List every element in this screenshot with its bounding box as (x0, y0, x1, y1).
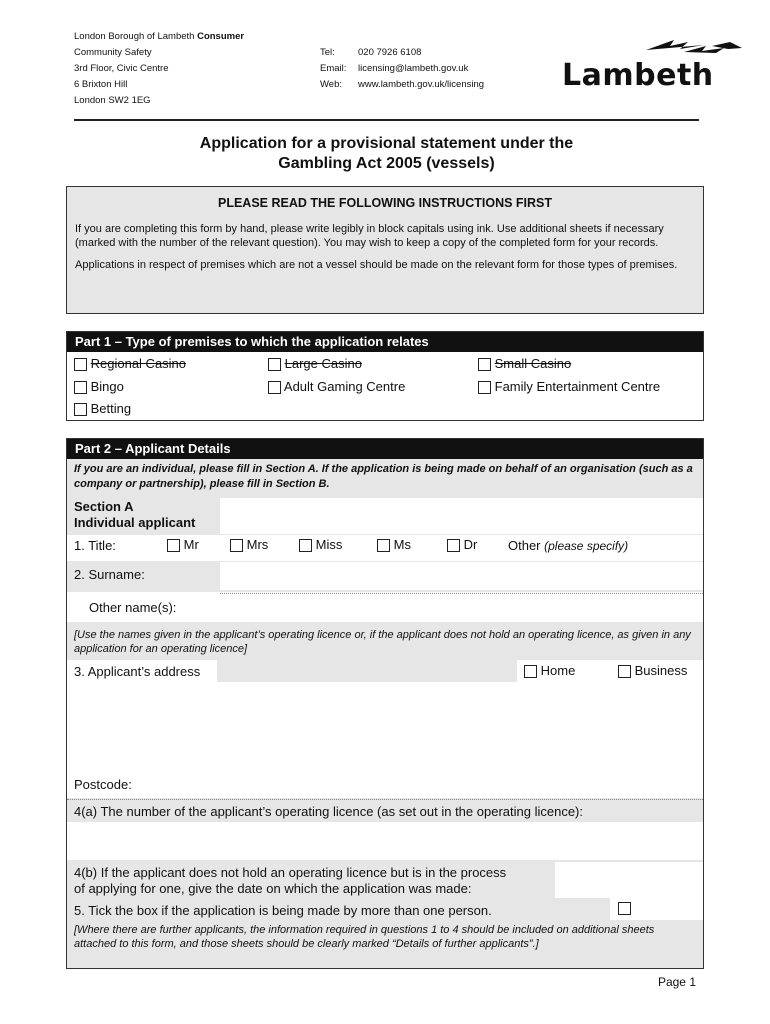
names-note: [Use the names given in the applicant’s operating licence or, if the applicant does not hold an operating licence, as given in any application for an operating licence] (74, 629, 691, 655)
option-large-casino[interactable]: Large Casino (268, 356, 362, 371)
web-label: Web: (320, 79, 343, 90)
council-address (74, 29, 314, 109)
option-adult-gaming-centre[interactable]: Adult Gaming Centre (268, 379, 405, 394)
checkbox[interactable] (299, 539, 312, 552)
q4b-date-input[interactable] (555, 862, 703, 898)
postcode-label: Postcode: (74, 777, 132, 792)
address-input[interactable] (67, 682, 703, 798)
checkbox[interactable] (377, 539, 390, 552)
q5-label: 5. Tick the box if the application is being made by more than one person. (74, 903, 492, 918)
other-names-input[interactable] (220, 594, 703, 622)
checkbox[interactable] (74, 403, 87, 416)
q5-checkbox[interactable] (618, 902, 631, 915)
q4b-label: 4(b) If the applicant does not hold an operating licence but is in the process of applying for one, give the date on which the application was made: (74, 865, 507, 896)
form-title: Application for a provisional statement under the Gambling Act 2005 (vessels) (199, 135, 574, 172)
address-line-4: 6 Brixton Hill (74, 79, 128, 90)
further-applicants-note: [Where there are further applicants, the information required in questions 1 to 4 should be included on additional sheets attached to this form, and those sheets should be clearly marked “Details of further applicants”.] (74, 924, 655, 950)
web-value[interactable]: www.lambeth.gov.uk/licensing (358, 79, 485, 90)
surname-input[interactable] (220, 562, 703, 590)
address-business[interactable]: Business (618, 663, 687, 678)
q4a-label: 4(a) The number of the applicant’s operating licence (as set out in the operating licence): (74, 804, 583, 819)
tel-label: Tel: (320, 47, 335, 58)
option-bingo[interactable]: Bingo (74, 379, 124, 394)
checkbox[interactable] (478, 358, 491, 371)
instructions-box (66, 186, 704, 314)
q4a-input[interactable] (67, 822, 703, 860)
checkbox[interactable] (268, 358, 281, 371)
title-miss[interactable]: Miss (299, 537, 342, 552)
instructions-heading: PLEASE READ THE FOLLOWING INSTRUCTIONS FIRST (217, 196, 553, 210)
q2-label: 2. Surname: (74, 567, 145, 582)
address-line-5: London SW2 1EG (74, 95, 151, 106)
address-home[interactable]: Home (524, 663, 575, 678)
option-small-casino[interactable]: Small Casino (478, 356, 571, 371)
checkbox[interactable] (524, 665, 537, 678)
title-mrs[interactable]: Mrs (230, 537, 268, 552)
title-dr[interactable]: Dr (447, 537, 477, 552)
option-regional-casino[interactable]: Regional Casino (74, 356, 186, 371)
option-family-entertainment-centre[interactable]: Family Entertainment Centre (478, 379, 660, 394)
address-line-3: 3rd Floor, Civic Centre (74, 63, 169, 74)
checkbox[interactable] (478, 381, 491, 394)
tel-value: 020 7926 6108 (358, 47, 422, 58)
swallow-logo-icon (644, 36, 744, 60)
other-names-label: Other name(s): (89, 600, 177, 615)
instructions-para-2: Applications in respect of premises which are not a vessel should be made on the relevant form for those types of premises. (75, 259, 678, 271)
q3-label: 3. Applicant’s address (74, 664, 201, 679)
checkbox[interactable] (447, 539, 460, 552)
address-line-2: Community Safety (74, 47, 152, 58)
page-number: Page 1 (657, 975, 696, 989)
logo-wordmark: Lambeth (562, 58, 714, 93)
email-label: Email: (320, 63, 347, 74)
email-value[interactable]: licensing@lambeth.gov.uk (358, 63, 469, 74)
title-other: Other (please specify) (508, 538, 629, 553)
checkbox[interactable] (230, 539, 243, 552)
checkbox[interactable] (167, 539, 180, 552)
checkbox[interactable] (618, 665, 631, 678)
option-betting[interactable]: Betting (74, 401, 131, 416)
address-line-1: London Borough of Lambeth Consumer (74, 31, 245, 42)
contact-details (320, 45, 540, 93)
q1-label: 1. Title: (74, 538, 116, 553)
section-a-title-field[interactable] (220, 498, 703, 534)
title-ms[interactable]: Ms (377, 537, 411, 552)
title-mr[interactable]: Mr (167, 537, 199, 552)
lambeth-logo (560, 36, 740, 96)
q4a-divider (67, 799, 703, 800)
header-rule (74, 119, 699, 121)
part2-heading: Part 2 – Applicant Details (67, 439, 703, 459)
section-a-heading: Section A Individual applicant (74, 499, 196, 530)
checkbox[interactable] (74, 358, 87, 371)
part2-note: If you are an individual, please fill in Section A. If the application is being made on behalf of an organisation (such as a company or partnership), please fill in Section B. (74, 463, 693, 490)
checkbox[interactable] (268, 381, 281, 394)
instructions-para-1: If you are completing this form by hand, please write legibly in block capitals using ink. Use additional sheets if necessary (marked with the number of the relevant question). You may wish to keep a copy of the completed form for your records. (75, 223, 664, 249)
part1-heading: Part 1 – Type of premises to which the application relates (67, 332, 703, 352)
checkbox[interactable] (74, 381, 87, 394)
